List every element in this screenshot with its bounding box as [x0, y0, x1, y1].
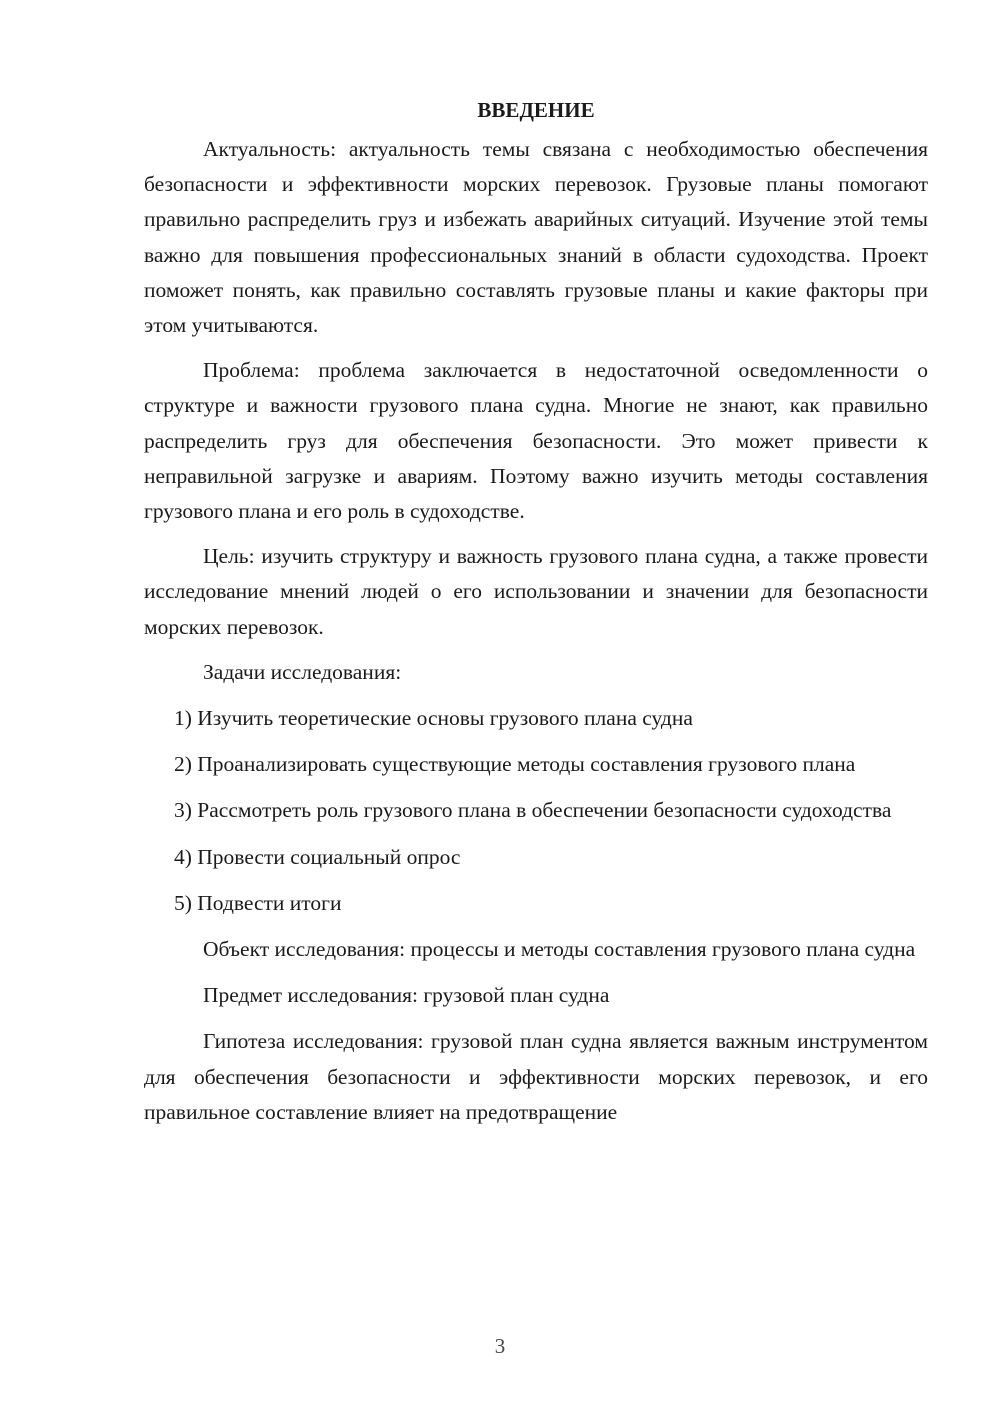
- paragraph-goal: Цель: изучить структуру и важность грузового плана судна, а также провести исследование мнений людей о его использовании и значении для безопасности морских перевозок.: [144, 544, 928, 639]
- task-item-4: 4) Провести социальный опрос: [174, 844, 461, 869]
- paragraph-object: Объект исследования: процессы и методы составления грузового плана судна: [203, 937, 916, 962]
- page-number: 3: [494, 1334, 506, 1358]
- document-title: ВВЕДЕНИЕ: [477, 98, 595, 122]
- tasks-heading: Задачи исследования:: [203, 659, 402, 684]
- task-item-3: 3) Рассмотреть роль грузового плана в обеспечении безопасности судоходства: [174, 798, 892, 823]
- paragraph-relevance: Актуальность: актуальность темы связана с необходимостью обеспечения безопасности и эффективности морских перевозок. Грузовые планы помогают правильно распределить груз и избежать аварийных ситуаций. Изучение этой темы важно для повышения профессиональных знаний в области судоходства. Проект поможет понять, как правильно составлять грузовые планы и какие факторы при этом учитываются.: [144, 137, 928, 338]
- task-item-1: 1) Изучить теоретические основы грузового плана судна: [174, 706, 693, 731]
- paragraph-hypothesis: Гипотеза исследования: грузовой план судна является важным инструментом для обеспечения безопасности и эффективности морских перевозок, и его правильное составление влияет на предотвращение: [144, 1029, 928, 1124]
- paragraph-subject: Предмет исследования: грузовой план судна: [203, 983, 610, 1008]
- document-page: [144, 92, 928, 1130]
- paragraph-problem: Проблема: проблема заключается в недостаточной осведомленности о структуре и важности грузового плана судна. Многие не знают, как правильно распределить груз для обеспечения безопасности. Это может привести к неправильной загрузке и авариям. Поэтому важно изучить методы составления грузового плана и его роль в судоходстве.: [144, 358, 928, 524]
- task-item-2: 2) Проанализировать существующие методы составления грузового плана: [174, 752, 856, 777]
- task-item-5: 5) Подвести итоги: [174, 890, 342, 915]
